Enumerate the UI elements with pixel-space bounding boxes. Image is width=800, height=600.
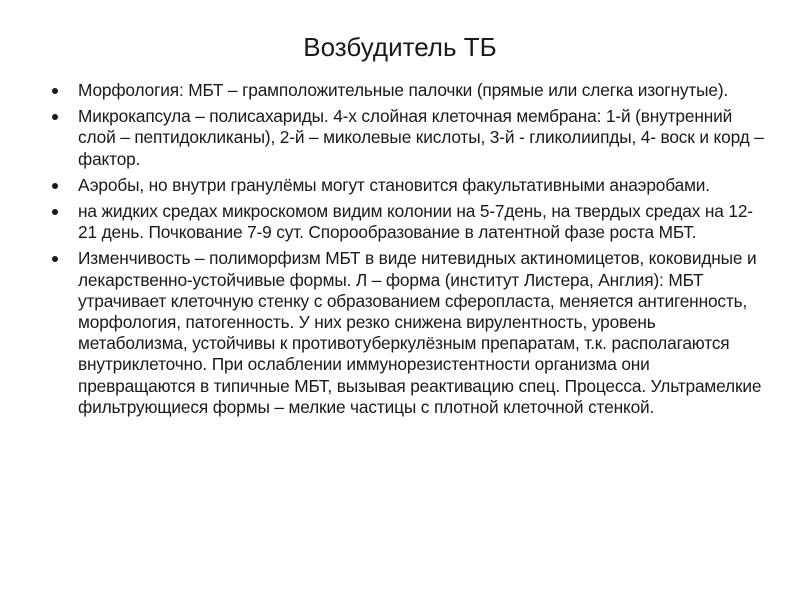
bullet-dot-icon: [52, 209, 58, 215]
bullet-dot-icon: [52, 256, 58, 262]
bullet-item-growth: [52, 201, 764, 243]
bullet-text: Морфология: МБТ – грамположительные палочки (прямые или слегка изогнутые).: [78, 80, 729, 100]
bullet-item-morphology: [52, 80, 764, 101]
bullet-text: Микрокапсула – полисахариды. 4-х слойная клеточная мембрана: 1-й (внутренний слой – пептидокликаны), 2-й – миколевые кислоты, 3-й - гликолиипды, 4- воск и корд – фактор.: [78, 106, 764, 169]
bullet-text: на жидких средах микроскомом видим колонии на 5-7день, на твердых средах на 12-21 день. Почкование 7-9 сут. Спорообразование в латентной фазе роста МБТ.: [78, 201, 753, 243]
bullet-dot-icon: [52, 183, 58, 189]
bullet-dot-icon: [52, 114, 58, 120]
bullet-dot-icon: [52, 88, 58, 94]
bullet-list: [52, 80, 764, 423]
bullet-text: Изменчивость – полиморфизм МБТ в виде нитевидных актиномицетов, коковидные и лекарственно-устойчивые формы. Л – форма (институт Листера, Англия): МБТ утрачивает клеточную стенку с образованием сферопласта, меняется антигенность, морфология, патогенность. У них резко снижена вирулентность, уровень метаболизма, устойчивы к противотуберкулёзным препаратам, т.к. располагаются внутриклеточно. При ослаблении иммунорезистентности организма они превращаются в типичные МБТ, вызывая реактивацию спец. Процесса. Ультрамелкие фильтрующиеся формы – мелкие частицы с плотной клеточной стенкой.: [78, 248, 762, 417]
bullet-item-microcapsule: [52, 106, 764, 170]
bullet-item-variability: [52, 248, 764, 418]
slide-title: Возбудитель ТБ: [303, 32, 497, 62]
bullet-item-aerobes: [52, 175, 764, 196]
bullet-text: Аэробы, но внутри гранулёмы могут становится факультативными анаэробами.: [78, 174, 710, 195]
